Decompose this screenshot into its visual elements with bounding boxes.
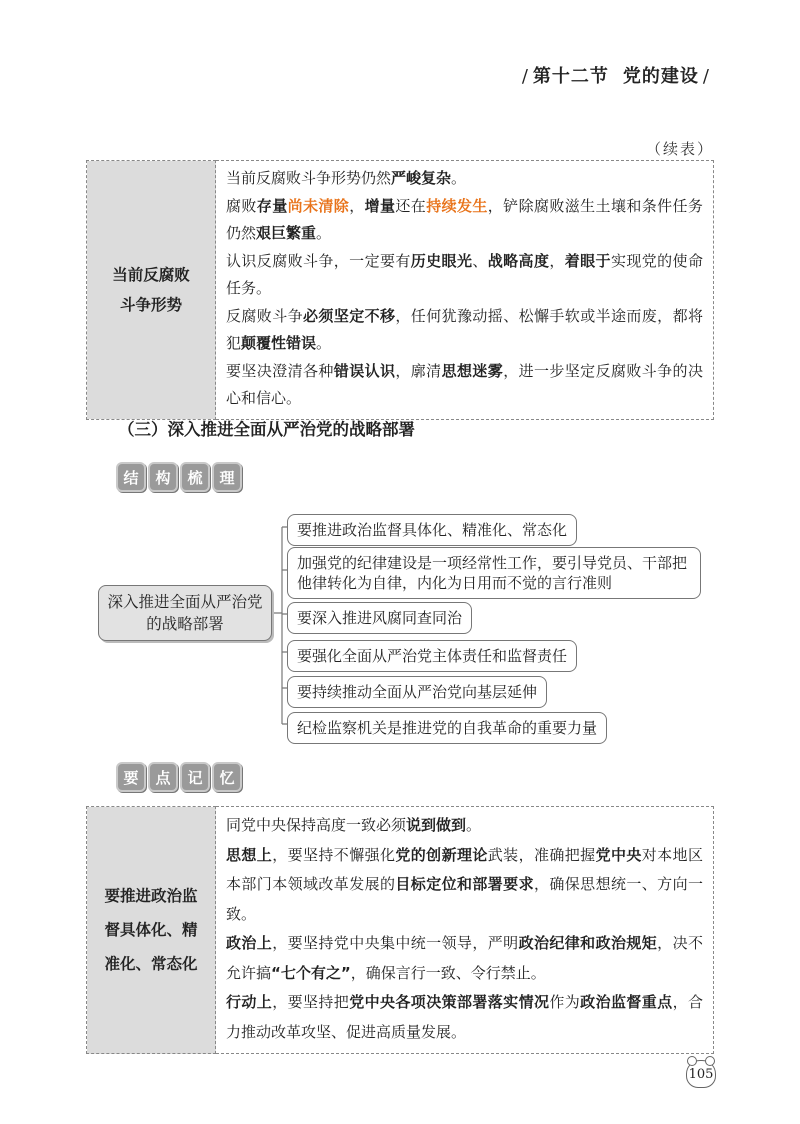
table-body [216,161,714,420]
anti-corruption-table [86,160,714,420]
mindmap-branch: 要强化全面从严治党主体责任和监督责任 [287,640,577,672]
root-line: 的战略部署 [146,615,224,633]
badge-char: 点 [148,762,178,792]
badge-char: 构 [148,462,178,492]
label-line: 当前反腐败 [112,265,190,284]
badge-char: 理 [212,462,242,492]
badge-char: 记 [180,762,210,792]
section-subheading: （三）深入推进全面从严治党的战略部署 [118,420,415,439]
bold-keyword: 增量 [364,196,396,215]
bold-keyword: 艰巨繁重 [256,224,317,242]
mindmap-branch: 纪检监察机关是推进党的自我革命的重要力量 [287,712,607,744]
bold-keyword: 行动上 [226,993,273,1011]
bold-keyword: 错误认识 [333,361,396,380]
political-supervision-table [86,806,714,1054]
table-paragraph: 思想上，要坚持不懈强化党的创新理论武装，准确把握党中央对本地区本部门本领域改革发展的目标定位和部署要求，确保思想统一、方向一致。 [226,845,703,923]
bold-keyword: 说到做到 [406,816,467,834]
table-paragraph: 腐败存量尚未清除，增量还在持续发生，铲除腐败滋生土壤和条件任务仍然艰巨繁重。 [226,196,703,242]
label-line: 要推进政治监 [104,887,198,905]
bold-keyword: 必须坚定不移 [303,306,396,325]
header-section: 第十二节 [532,66,609,87]
mindmap-branch: 要持续推动全面从严治党向基层延伸 [287,676,547,708]
bold-keyword: “七个有之” [271,963,351,982]
table-paragraph: 要坚决澄清各种错误认识，廓清思想迷雾，进一步坚定反腐败斗争的决心和信心。 [226,361,703,407]
highlight-keyword: 尚未清除 [287,196,350,215]
table-paragraph: 同党中央保持高度一致必须说到做到。 [226,816,482,834]
continued-label: （续表） [645,140,714,158]
bold-keyword: 党中央各项决策部署落实情况 [349,993,550,1011]
page-number: 105 [686,1060,716,1088]
badge-char: 结 [116,462,146,492]
row-label [87,161,216,420]
structure-badge [116,462,242,492]
bold-keyword: 颠覆性错误 [241,334,317,352]
label-line: 斗争形势 [119,295,182,314]
bold-keyword: 思想迷雾 [441,361,504,380]
mindmap-branch: 加强党的纪律建设是一项经常性工作，要引导党员、干部把他律转化为自律，内化为日用而不觉的言行准则 [287,547,701,599]
key-points-badge [116,762,242,792]
mindmap-branch: 要推进政治监督具体化、精准化、常态化 [287,514,577,546]
row-label [87,807,216,1054]
label-line: 督具体化、精 [104,921,198,939]
bold-keyword: 严峻复杂 [391,169,452,187]
table-paragraph: 政治上，要坚持党中央集中统一领导，严明政治纪律和政治规矩，决不允许搞“七个有之”，确保言行一致、令行禁止。 [226,934,703,982]
table-paragraph: 行动上，要坚持把党中央各项决策部署落实情况作为政治监督重点，合力推动改革攻坚、促进高质量发展。 [226,993,703,1041]
badge-char: 要 [116,762,146,792]
table-body [216,807,714,1054]
highlight-keyword: 持续发生 [426,196,488,215]
table-paragraph: 当前反腐败斗争形势仍然严峻复杂。 [226,169,467,187]
badge-char: 梳 [180,462,210,492]
table-paragraph: 反腐败斗争必须坚定不移，任何犹豫动摇、松懈手软或半途而废，都将犯颠覆性错误。 [226,306,703,352]
bold-keyword: 政治监督重点 [580,993,673,1011]
bold-keyword: 战略高度 [487,251,550,270]
table-paragraph: 认识反腐败斗争，一定要有历史眼光、战略高度，着眼于实现党的使命任务。 [226,251,703,297]
bold-keyword: 存量 [256,196,288,215]
header-title: 党的建设 [622,66,699,87]
bold-keyword: 政治上 [226,934,273,952]
bold-keyword: 党中央 [595,845,642,864]
mindmap-root [98,585,272,641]
label-line: 准化、常态化 [104,955,198,973]
bold-keyword: 目标定位和部署要求 [395,875,534,893]
mindmap-branch: 要深入推进风腐同查同治 [287,602,472,634]
bold-keyword: 思想上 [226,845,273,864]
bold-keyword: 政治纪律和政治规矩 [518,934,658,952]
root-line: 深入推进全面从严治党 [107,593,263,611]
bold-keyword: 历史眼光 [410,251,473,270]
bold-keyword: 着眼于 [564,251,611,270]
running-header: / 第十二节 党的建设 / [521,66,710,87]
badge-char: 忆 [212,762,242,792]
bold-keyword: 党的创新理论 [395,845,488,864]
